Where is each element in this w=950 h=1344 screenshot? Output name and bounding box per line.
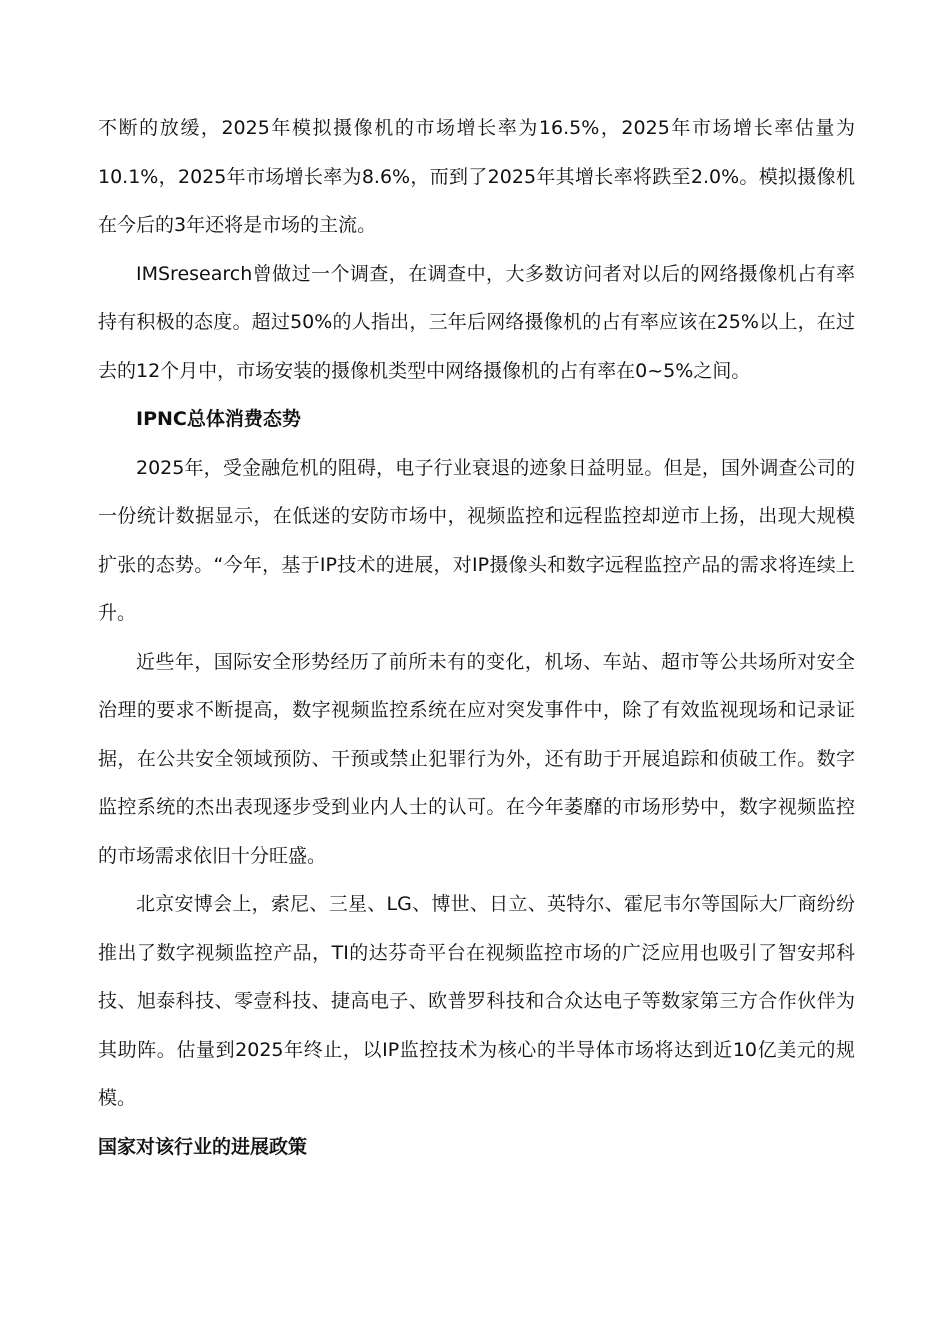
section-heading-ipnc: IPNC总体消费态势 bbox=[136, 408, 301, 430]
paragraph-expo-vendors: 北京安博会上，索尼、三星、LG、博世、日立、英特尔、霍尼韦尔等国际大厂商纷纷推出了数字视频监控产品，TI的达芬奇平台在视频监控市场的广泛应用也吸引了智安邦科技、旭泰科技、零壹科技、捷高电子、欧普罗科技和合众达电子等数家第三方合作伙伴为其助阵。估量到2025年终止，以IP监控技术为核心的半导体市场将达到近10亿美元的规模。 bbox=[98, 893, 855, 1109]
paragraph-survey: IMSresearch曾做过一个调查，在调查中，大多数访问者对以后的网络摄像机占有率持有积极的态度。超过50%的人指出，三年后网络摄像机的占有率应该在25%以上，在过去的12个月中，市场安装的摄像机类型中网络摄像机的占有率在0~5%之间。 bbox=[98, 262, 855, 382]
section-heading-policy: 国家对该行业的进展政策 bbox=[98, 1135, 308, 1158]
document-page bbox=[98, 104, 855, 1171]
paragraph-security-situation: 近些年，国际安全形势经历了前所未有的变化，机场、车站、超市等公共场所对安全治理的要求不断提高，数字视频监控系统在应对突发事件中，除了有效监视现场和记录证据，在公共安全领域预防、干预或禁止犯罪行为外，还有助于开展追踪和侦破工作。数字监控系统的杰出表现逐步受到业内人士的认可。在今年萎靡的市场形势中，数字视频监控的市场需求依旧十分旺盛。 bbox=[98, 650, 855, 867]
paragraph-financial-crisis: 2025年，受金融危机的阻碍，电子行业衰退的迹象日益明显。但是，国外调查公司的一份统计数据显示，在低迷的安防市场中，视频监控和远程监控却逆市上扬，出现大规模扩张的态势。“今年，基于IP技术的进展，对IP摄像头和数字远程监控产品的需求将连续上升。 bbox=[98, 456, 855, 624]
paragraph-market-growth: 不断的放缓，2025年模拟摄像机的市场增长率为16.5%，2025年市场增长率估量为10.1%，2025年市场增长率为8.6%，而到了2025年其增长率将跌至2.0%。模拟摄像机在今后的3年还将是市场的主流。 bbox=[98, 117, 855, 236]
